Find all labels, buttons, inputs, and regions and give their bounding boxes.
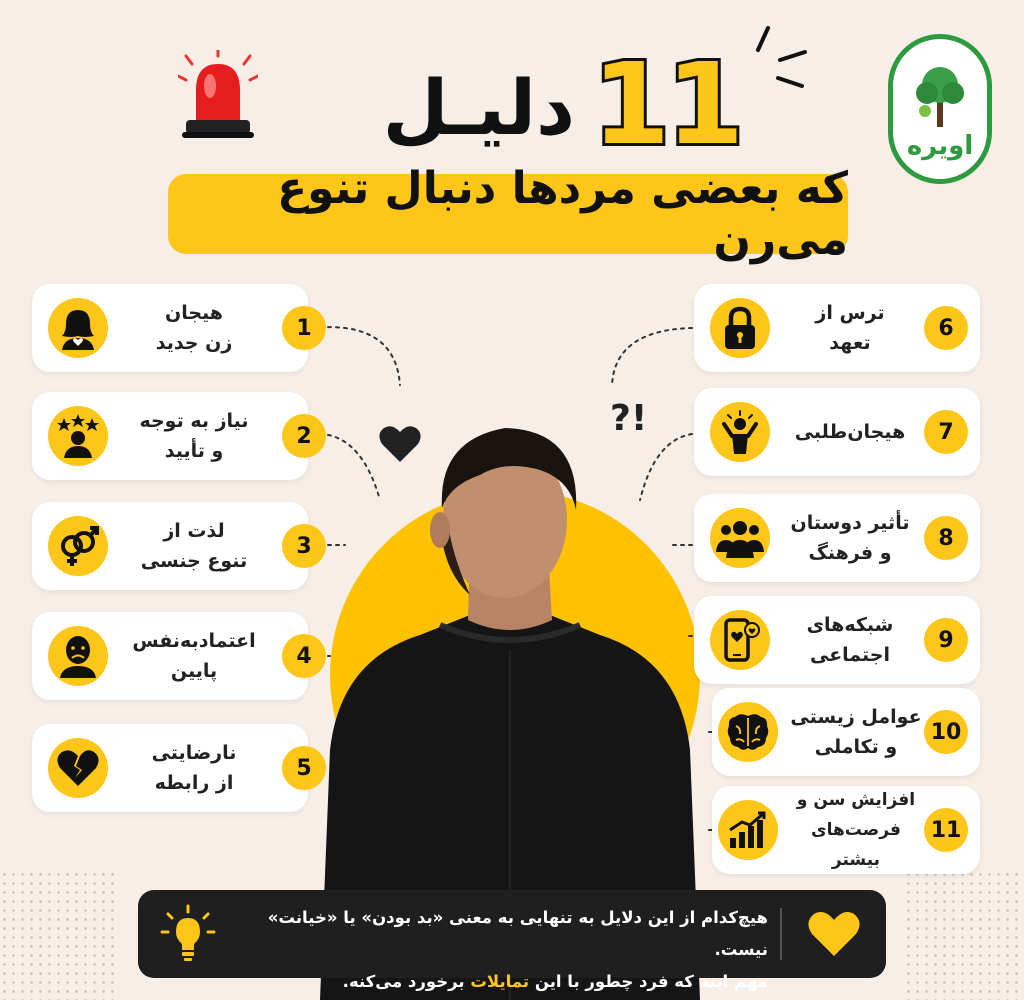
reason-card-10	[712, 688, 980, 776]
dot-pattern-right	[904, 870, 1024, 1000]
siren-icon	[178, 50, 258, 140]
reason-line2: و تکاملی	[814, 736, 898, 758]
lightbulb-icon	[160, 904, 216, 964]
reason-line1: لذت از	[163, 520, 225, 542]
reason-line2: تنوع جنسی	[140, 550, 248, 572]
reason-number-badge: 1	[282, 306, 326, 350]
reason-line2: و فرهنگ	[808, 542, 892, 564]
lock-icon	[710, 298, 770, 358]
reason-line2: تعهد	[829, 332, 871, 354]
reason-number-badge: 2	[282, 414, 326, 458]
heart-icon	[378, 424, 422, 464]
reason-text	[116, 284, 272, 372]
reason-number-badge: 8	[924, 516, 968, 560]
reason-line1: ترس از	[815, 302, 885, 324]
reason-line1: اعتمادبه‌نفس	[132, 630, 256, 652]
reason-line1: نارضایتی	[151, 742, 237, 764]
reason-line2: از رابطه	[154, 772, 234, 794]
reason-card-11	[712, 786, 980, 874]
reason-text	[790, 688, 922, 776]
bottom-note-line2-pre: مهم اینه که فرد چطور با این	[529, 972, 768, 991]
bottom-note-line2	[248, 966, 768, 998]
reason-number-badge: 10	[924, 710, 968, 754]
woman-heart-icon	[48, 298, 108, 358]
bottom-note-text	[248, 902, 768, 998]
bottom-note-highlight: تمایلات	[470, 972, 530, 991]
reason-card-9	[694, 596, 980, 684]
reason-line2: اجتماعی	[809, 644, 891, 666]
question-mark-icon: ?!	[610, 398, 648, 439]
reason-line1: شبکه‌های	[806, 614, 894, 636]
reason-text	[780, 388, 920, 476]
reason-card-7	[694, 388, 980, 476]
reason-text	[780, 494, 920, 582]
reason-number-badge: 3	[282, 524, 326, 568]
reason-line2: و تأیید	[164, 440, 224, 462]
reason-text	[116, 502, 272, 590]
bottom-note-line2-post: برخورد می‌کنه.	[342, 972, 471, 991]
excited-person-icon	[710, 402, 770, 462]
reason-number-badge: 6	[924, 306, 968, 350]
reason-text	[116, 612, 272, 700]
reason-card-1	[32, 284, 312, 372]
reason-line1: هیجان	[165, 302, 223, 324]
reason-line1: نیاز به توجه	[139, 410, 249, 432]
phone-heart-icon	[710, 610, 770, 670]
reason-line2: زن جدید	[155, 332, 233, 354]
reason-line1: هیجان‌طلبی	[794, 421, 906, 443]
reason-line1: عوامل زیستی	[790, 706, 922, 728]
headline-number: 11	[592, 40, 740, 170]
brain-icon	[718, 702, 778, 762]
reason-line2: پایین	[170, 660, 218, 682]
sad-face-icon	[48, 626, 108, 686]
bottom-note	[138, 890, 886, 991]
gender-symbols-icon	[48, 516, 108, 576]
headline-word: دلیـل	[382, 63, 575, 152]
reason-line1: تأثیر دوستان	[790, 512, 910, 534]
headline	[280, 40, 750, 170]
reason-line1: افزایش سن و	[796, 790, 916, 810]
divider	[780, 908, 782, 960]
reason-text	[790, 786, 922, 874]
reason-number-badge: 5	[282, 746, 326, 790]
group-icon	[710, 508, 770, 568]
burst-lines-icon	[750, 20, 810, 90]
logo-text: اویره	[906, 131, 974, 161]
subtitle-banner: که بعضی مردها دنبال تنوع می‌رن	[168, 174, 848, 254]
reason-text	[780, 596, 920, 684]
reason-number-badge: 7	[924, 410, 968, 454]
heart-icon	[804, 904, 864, 964]
reason-card-8	[694, 494, 980, 582]
reason-number-badge: 11	[924, 808, 968, 852]
reason-text	[116, 724, 272, 812]
dot-pattern-left	[0, 870, 120, 1000]
reason-card-3	[32, 502, 312, 590]
reason-text	[780, 284, 920, 372]
reason-line2: فرصت‌های بیشتر	[811, 820, 901, 870]
reason-text	[116, 392, 272, 480]
reason-card-2	[32, 392, 312, 480]
bottom-note-line1: هیچ‌کدام از این دلایل به تنهایی به معنی «بد بودن» یا «خیانت» نیست.	[267, 908, 768, 959]
growth-chart-icon	[718, 800, 778, 860]
broken-heart-icon	[48, 738, 108, 798]
reason-card-5	[32, 724, 312, 812]
star-person-icon	[48, 406, 108, 466]
brand-logo	[888, 34, 992, 184]
tree-icon	[905, 61, 975, 131]
reason-number-badge: 4	[282, 634, 326, 678]
reason-card-4	[32, 612, 312, 700]
reason-card-6	[694, 284, 980, 372]
reason-number-badge: 9	[924, 618, 968, 662]
